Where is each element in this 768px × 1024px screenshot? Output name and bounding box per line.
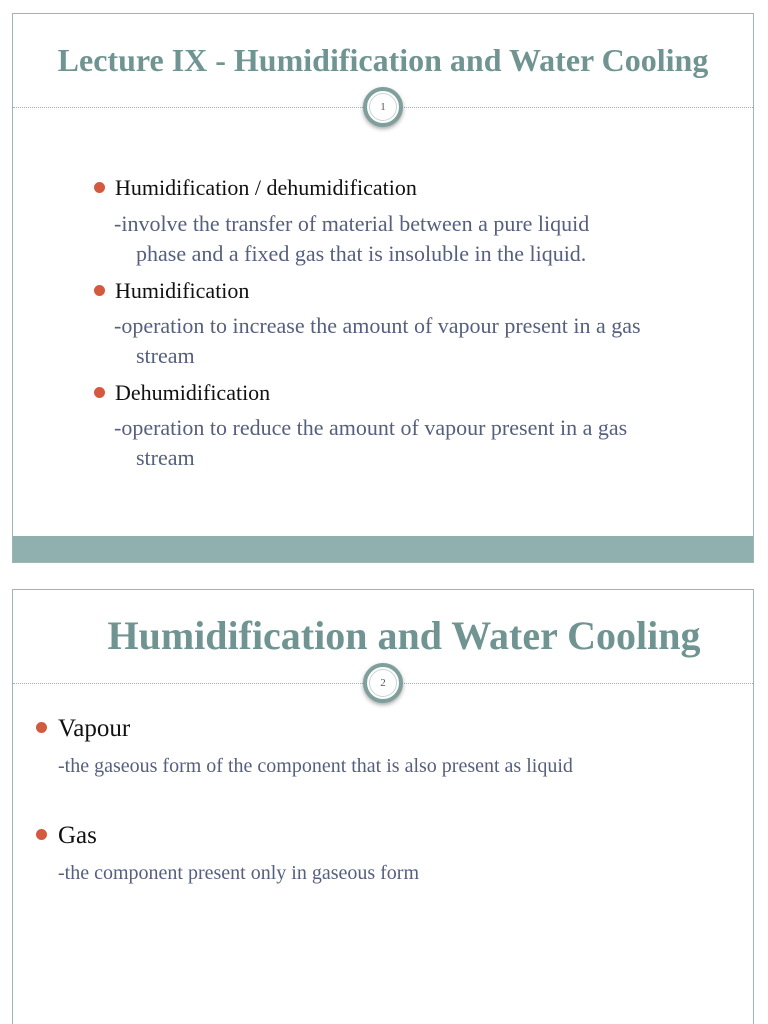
bullet-description: -the component present only in gaseous form: [58, 862, 420, 884]
bullet-heading: Humidification: [115, 278, 250, 303]
bullet-heading: Gas: [58, 822, 97, 849]
description-continuation: phase and a fixed gas that is insoluble in the liquid.: [136, 241, 587, 266]
bullet-dot-icon: [36, 722, 47, 733]
description-line: -operation to increase the amount of vapour present in a gas: [114, 313, 641, 338]
description-continuation: stream: [136, 343, 195, 368]
bullet-dot-icon: [94, 387, 105, 398]
bullet-description: [114, 413, 729, 473]
bullet-heading: Humidification / dehumidification: [115, 175, 417, 200]
slide-number-badge: 2: [363, 663, 403, 703]
description-line: -operation to reduce the amount of vapour present in a gas: [114, 415, 628, 440]
bullet-heading: Vapour: [58, 715, 131, 742]
slide-title: Lecture IX - Humidification and Water Cooling: [57, 42, 709, 78]
bullet-description: -the gaseous form of the component that is also present as liquid: [58, 755, 573, 777]
slide-2: [12, 589, 754, 1024]
bullet-heading: Dehumidification: [115, 380, 271, 405]
slide-number-badge: 1: [363, 87, 403, 127]
bullet-item: [94, 380, 270, 406]
bullet-item: [36, 821, 97, 851]
slide-1: [12, 13, 754, 563]
slide-footer-bar: [13, 536, 753, 562]
description-continuation: stream: [136, 445, 195, 470]
slide-title: Humidification and Water Cooling: [107, 613, 701, 658]
bullet-description: [114, 311, 729, 371]
bullet-dot-icon: [94, 182, 105, 193]
bullet-item: [94, 175, 417, 201]
description-line: -involve the transfer of material between a pure liquid: [114, 211, 590, 236]
bullet-description: [114, 209, 729, 269]
bullet-item: [36, 714, 130, 744]
bullet-item: [94, 278, 249, 304]
bullet-dot-icon: [36, 829, 47, 840]
bullet-dot-icon: [94, 285, 105, 296]
